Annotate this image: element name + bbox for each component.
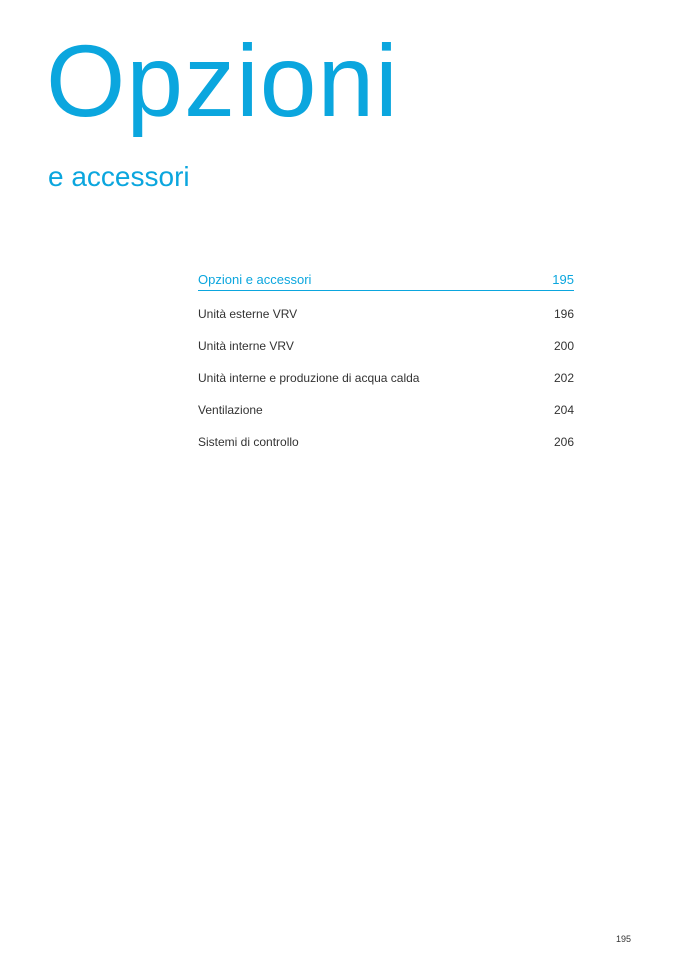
toc-item-label: Unità interne e produzione di acqua calda [198,371,420,385]
toc-item-sistemi-di-controllo[interactable] [198,435,574,467]
toc-item-page: 202 [553,371,574,385]
table-of-contents [198,270,574,467]
toc-item-label: Unità esterne VRV [198,307,298,321]
toc-item-page: 204 [553,403,574,417]
page-title: Opzioni [46,24,399,138]
toc-item-label: Unità interne VRV [198,339,294,353]
toc-item-label: Ventilazione [198,403,263,417]
toc-header[interactable] [198,270,574,291]
toc-item-page: 206 [553,435,574,449]
toc-item-unita-esterne-vrv[interactable] [198,307,574,339]
toc-item-unita-interne-acqua-calda[interactable] [198,371,574,403]
page-number: 195 [616,934,632,944]
page-subtitle: e accessori [48,161,190,192]
toc-item-unita-interne-vrv[interactable] [198,339,574,371]
toc-item-ventilazione[interactable] [198,403,574,435]
toc-item-label: Sistemi di controllo [198,435,299,449]
toc-header-label: Opzioni e accessori [198,272,312,287]
toc-item-page: 196 [553,307,574,321]
toc-header-page: 195 [552,272,574,287]
toc-list [198,307,574,467]
toc-item-page: 200 [553,339,574,353]
